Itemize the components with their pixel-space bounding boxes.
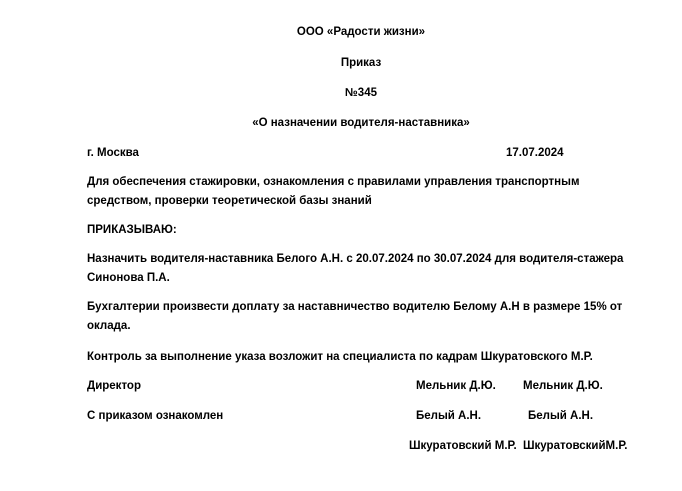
hr-signature: ШкуратовскийМ.Р.: [523, 440, 628, 452]
company-name: ООО «Радости жизни»: [296, 26, 426, 38]
order-item-3: Контроль за выполнение указа возложит на специалиста по кадрам Шкуратовского М.Р.: [87, 351, 593, 363]
document-date: 17.07.2024: [506, 147, 564, 159]
mentor-signature: Белый А.Н.: [528, 410, 594, 422]
intro-paragraph: Для обеспечения стажировки, ознакомления с правилами управления транспортным средством, проверки теоретической базы знаний: [87, 176, 580, 207]
order-item-2: Бухгалтерии произвести доплату за наставничество водителю Белому А.Н в размере 15% от оклада.: [87, 301, 623, 332]
hr-name: Шкуратовский М.Р.: [409, 440, 517, 452]
document-subject: «О назначении водителя-наставника»: [252, 117, 470, 129]
mentor-name: Белый А.Н.: [416, 410, 482, 422]
city: г. Москва: [87, 147, 139, 159]
director-label: Директор: [87, 380, 141, 392]
acquainted-label: С приказом ознакомлен: [87, 410, 224, 422]
order-item-1: Назначить водителя-наставника Белого А.Н. с 20.07.2024 по 30.07.2024 для водителя-стажера Синонова П.А.: [87, 253, 624, 284]
order-heading: ПРИКАЗЫВАЮ:: [87, 224, 177, 236]
document-type: Приказ: [340, 57, 382, 69]
director-signature: Мельник Д.Ю.: [523, 380, 603, 392]
director-name: Мельник Д.Ю.: [416, 380, 496, 392]
document-number: №345: [344, 87, 377, 99]
